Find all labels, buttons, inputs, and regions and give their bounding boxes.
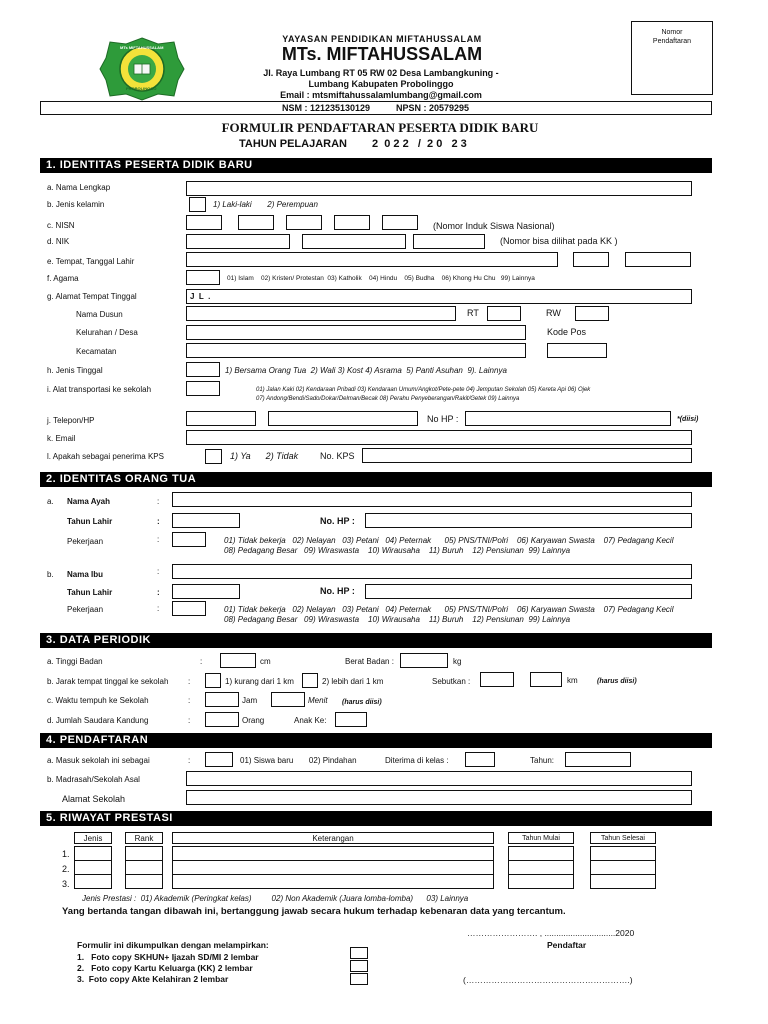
label-kg: kg [453,657,462,666]
input-hp-ibu[interactable] [365,584,692,599]
label-hp-ibu: No. HP : [320,586,355,596]
input-rank-col[interactable] [125,846,163,889]
input-nama-ibu[interactable] [172,564,692,579]
label-rw: RW [546,308,561,318]
nik-note: (Nomor bisa dilihat pada KK ) [500,236,618,246]
input-kelurahan[interactable] [186,325,526,340]
input-jenis-kelamin[interactable] [189,197,206,212]
input-waktu-menit[interactable] [271,692,305,707]
input-agama[interactable] [186,270,220,285]
pekerjaan-ibu-options-1: 01) Tidak bekerja 02) Nelayan 03) Petani 04) Peternak 05) PNS/TNI/Polri 06) Karyawan Swasta 07) Pedagang Kecil [224,605,674,614]
label-hp-ayah: No. HP : [320,516,355,526]
masuk-sebagai-options: 01) Siswa baru 02) Pindahan [240,756,357,765]
label-masuk-sebagai: a. Masuk sekolah ini sebagai [47,756,150,765]
header-rank: Rank [125,832,163,844]
label-nama-ibu: Nama Ibu [67,570,104,579]
input-alamat-sekolah[interactable] [186,790,692,805]
registration-number-box[interactable] [631,21,713,95]
row-number-2: 2. [62,864,70,874]
label-a-ayah: a. [47,497,54,506]
label-tahun-diterima: Tahun: [530,756,555,765]
input-tahun-selesai-col[interactable] [590,846,656,889]
label-berat-badan: Berat Badan : [345,657,394,666]
input-transportasi[interactable] [186,381,220,396]
input-tanggal-lahir[interactable] [573,252,609,267]
school-logo [98,36,186,102]
input-jenis-tinggal[interactable] [186,362,220,377]
label-tempat-tanggal-lahir: e. Tempat, Tanggal Lahir [47,257,135,266]
input-email[interactable] [186,430,692,445]
attach-item-2: 2. Foto copy Kartu Keluarga (KK) 2 lembar [77,963,253,973]
label-nama-lengkap: a. Nama Lengkap [47,183,111,192]
pendaftar-label: Pendaftar [547,940,587,950]
label-diterima-kelas: Diterima di kelas : [385,756,449,765]
input-jenis-col[interactable] [74,846,112,889]
section-3-header: 3. DATA PERIODIK [40,633,712,648]
input-saudara-kandung[interactable] [205,712,239,727]
label-kelurahan: Kelurahan / Desa [76,328,138,337]
label-tinggi-badan: a. Tinggi Badan [47,657,103,666]
jarak-required-note: (harus diisi) [597,678,637,685]
input-rt[interactable] [487,306,521,321]
input-anak-ke[interactable] [335,712,367,727]
input-nik-1[interactable] [186,234,290,249]
transportasi-options-1: 01) Jalan Kaki 02) Kendaraan Pribadi 03) Kendaraan Umum/Angkot/Pete-pete 04) Jemputan Sekolah 05) Kereta Api 06) Ojek [256,387,591,393]
label-no-kps: No. KPS [320,451,355,461]
attach-item-1: 1. Foto copy SKHUN+ Ijazah SD/MI 2 lembar [77,952,259,962]
label-kode-pos: Kode Pos [547,327,587,337]
label-telepon: j. Telepon/HP [47,416,95,425]
label-transportasi: i. Alat transportasi ke sekolah [47,385,152,394]
input-nisn-2[interactable] [238,215,274,230]
attach-title: Formulir ini dikumpulkan dengan melampirkan: [77,940,269,950]
label-no-hp: No HP : [427,414,459,424]
school-email: Email : mtsmiftahussalamlumbang@gmail.com [280,90,482,100]
label-madrasah-asal: b. Madrasah/Sekolah Asal [47,775,140,784]
input-nik-2[interactable] [302,234,406,249]
input-tinggi-badan[interactable] [220,653,256,668]
statement: Yang bertanda tangan dibawah ini, bertanggung jawab secara hukum terhadap kebenaran data yang tercantum. [62,906,566,917]
section-1-header: 1. IDENTITAS PESERTA DIDIK BARU [40,158,712,173]
attach-item-3: 3. Foto copy Akte Kelahiran 2 lembar [77,974,229,984]
label-waktu-tempuh: c. Waktu tempuh ke Sekolah [47,696,149,705]
label-jenis-tinggal: h. Jenis Tinggal [47,366,103,375]
input-no-kps[interactable] [362,448,692,463]
date-line: ……………………. , ..............................2020 [467,928,635,938]
transportasi-options-2: 07) Andong/Bendi/Sado/Dokar/Delman/Becak 08) Perahu Penyeberangan/Rakit/Getek 09) Lainnya [256,396,520,402]
label-alamat-sekolah: Alamat Sekolah [62,794,126,804]
label-menit: Menit [308,696,328,705]
jenis-kelamin-options: 1) Laki-laki 2) Perempuan [213,200,318,209]
input-tempat-lahir[interactable] [186,252,558,267]
label-kurang-1km: 1) kurang dari 1 km [225,677,294,686]
label-b-ibu: b. [47,570,54,579]
input-hp-ayah[interactable] [365,513,692,528]
input-madrasah-asal[interactable] [186,771,692,786]
address-line-1: Jl. Raya Lumbang RT 05 RW 02 Desa Lambangkuning - [263,68,499,78]
pekerjaan-ibu-options-2: 08) Pedagang Besar 09) Wiraswasta 10) Wirausaha 11) Buruh 12) Pensiunan 99) Lainnya [224,615,571,624]
address-line-2: Lumbang Kabupaten Probolinggo [308,79,454,89]
row-number-1: 1. [62,849,70,859]
input-tahun-lahir-ibu[interactable] [172,584,240,599]
label-pekerjaan-ayah: Pekerjaan [67,537,104,546]
label-jam: Jam [242,696,258,705]
registration-label-2: Pendaftaran [652,38,692,45]
input-telepon-1[interactable] [186,411,256,426]
input-berat-badan[interactable] [400,653,448,668]
form-title: FORMULIR PENDAFTARAN PESERTA DIDIK BARU [221,120,539,135]
waktu-required-note: (harus diisi) [342,699,382,706]
jenis-tinggal-options: 1) Bersama Orang Tua 2) Wali 3) Kost 4) Asrama 5) Panti Asuhan 9). Lainnya [225,366,507,375]
label-orang: Orang [242,716,265,725]
label-kecamatan: Kecamatan [76,347,117,356]
signature-line[interactable]: (………………………………………………….) [463,975,633,985]
label-agama: f. Agama [47,274,79,283]
input-tahun-lahir-ayah[interactable] [172,513,240,528]
label-jenis-kelamin: b. Jenis kelamin [47,200,105,209]
pekerjaan-ayah-options-2: 08) Pedagang Besar 09) Wiraswasta 10) Wirausaha 11) Buruh 12) Pensiunan 99) Lainnya [224,546,571,555]
label-lebih-1km: 2) lebih dari 1 km [322,677,384,686]
year-value: 2 0 2 2 / 2 0 2 3 [372,138,467,150]
checkbox-kurang-1km[interactable] [205,673,221,688]
row-number-3: 3. [62,879,70,889]
header-tahun-selesai: Tahun Selesai [590,832,656,844]
input-nisn-1[interactable] [186,215,222,230]
input-nisn-5[interactable] [382,215,418,230]
section-5-header: 5. RIWAYAT PRESTASI [40,811,712,826]
npsn: NPSN : 20579295 [396,103,470,113]
input-nik-3[interactable] [413,234,485,249]
alamat-prefix: J L . [190,292,211,301]
input-rw[interactable] [575,306,609,321]
nsm-npsn-bar [40,101,712,115]
label-pekerjaan-ibu: Pekerjaan [67,605,104,614]
input-kps[interactable] [205,449,222,464]
input-telepon-2[interactable] [268,411,418,426]
input-masuk-sebagai[interactable] [205,752,233,767]
nisn-note: (Nomor Induk Siswa Nasional) [433,221,555,231]
input-nama-lengkap[interactable] [186,181,692,196]
input-nama-ayah[interactable] [172,492,692,507]
header-tahun-mulai: Tahun Mulai [508,832,574,844]
input-keterangan-col[interactable] [172,846,494,889]
input-no-hp[interactable] [465,411,671,426]
input-waktu-jam[interactable] [205,692,239,707]
pekerjaan-ayah-options-1: 01) Tidak bekerja 02) Nelayan 03) Petani 04) Peternak 05) PNS/TNI/Polri 06) Karyawan Swasta 07) Pedagang Kecil [224,536,674,545]
section-2-header: 2. IDENTITAS ORANG TUA [40,472,712,487]
school-name: MTs. MIFTAHUSSALAM [281,44,483,64]
label-rt: RT [467,308,479,318]
input-kode-pos[interactable] [547,343,607,358]
kps-options: 1) Ya 2) Tidak [230,451,299,461]
input-tahun-diterima[interactable] [565,752,631,767]
input-jarak-1[interactable] [480,672,514,687]
nsm: NSM : 121235130129 [282,103,371,113]
label-cm: cm [260,657,271,666]
input-pekerjaan-ibu[interactable] [172,601,206,616]
label-kps: l. Apakah sebagai penerima KPS [47,452,164,461]
agama-options: 01) Islam 02) Kristen/ Protestan 03) Katholik 04) Hindu 05) Budha 06) Khong Hu Chu 99) Lainnya [227,275,535,282]
label-nama-dusun: Nama Dusun [76,310,123,319]
logo-text: MTs MIFTAHUSSALAM [120,45,164,50]
checkbox-attach-3[interactable] [350,973,368,985]
header-jenis: Jenis [74,832,112,844]
input-nama-dusun[interactable] [186,306,456,321]
label-km: km [567,676,578,685]
input-tahun-lahir[interactable] [625,252,691,267]
label-email: k. Email [47,434,76,443]
label-nik: d. NIK [47,237,70,246]
registration-label-1: Nomor [661,29,683,36]
label-anak-ke: Anak Ke: [294,716,327,725]
input-jarak-2[interactable] [530,672,562,687]
checkbox-attach-2[interactable] [350,960,368,972]
logo-bottom-text: PROBOLINGGO [126,86,157,91]
no-hp-required-note: *(diisi) [677,416,699,423]
checkbox-lebih-1km[interactable] [302,673,318,688]
label-saudara-kandung: d. Jumlah Saudara Kandung [47,716,149,725]
input-kecamatan[interactable] [186,343,526,358]
label-tahun-lahir-ayah: Tahun Lahir [67,517,113,526]
input-diterima-kelas[interactable] [465,752,495,767]
label-alamat: g. Alamat Tempat Tinggal [47,292,137,301]
label-sebutkan: Sebutkan : [432,677,471,686]
prestasi-note: Jenis Prestasi : 01) Akademik (Peringkat kelas) 02) Non Akademik (Juara lomba-lomba) 03) Lainnya [82,894,469,903]
label-tahun-lahir-ibu: Tahun Lahir [67,588,113,597]
foundation-name: YAYASAN PENDIDIKAN MIFTAHUSSALAM [282,34,482,44]
input-alamat[interactable] [186,289,692,304]
header-keterangan: Keterangan [172,832,494,844]
input-nisn-3[interactable] [286,215,322,230]
input-nisn-4[interactable] [334,215,370,230]
checkbox-attach-1[interactable] [350,947,368,959]
year-label: TAHUN PELAJARAN [239,138,347,150]
input-tahun-mulai-col[interactable] [508,846,574,889]
label-nama-ayah: Nama Ayah [67,497,110,506]
label-nisn: c. NISN [47,221,75,230]
label-jarak: b. Jarak tempat tinggal ke sekolah [47,677,169,686]
input-pekerjaan-ayah[interactable] [172,532,206,547]
section-4-header: 4. PENDAFTARAN [40,733,712,748]
